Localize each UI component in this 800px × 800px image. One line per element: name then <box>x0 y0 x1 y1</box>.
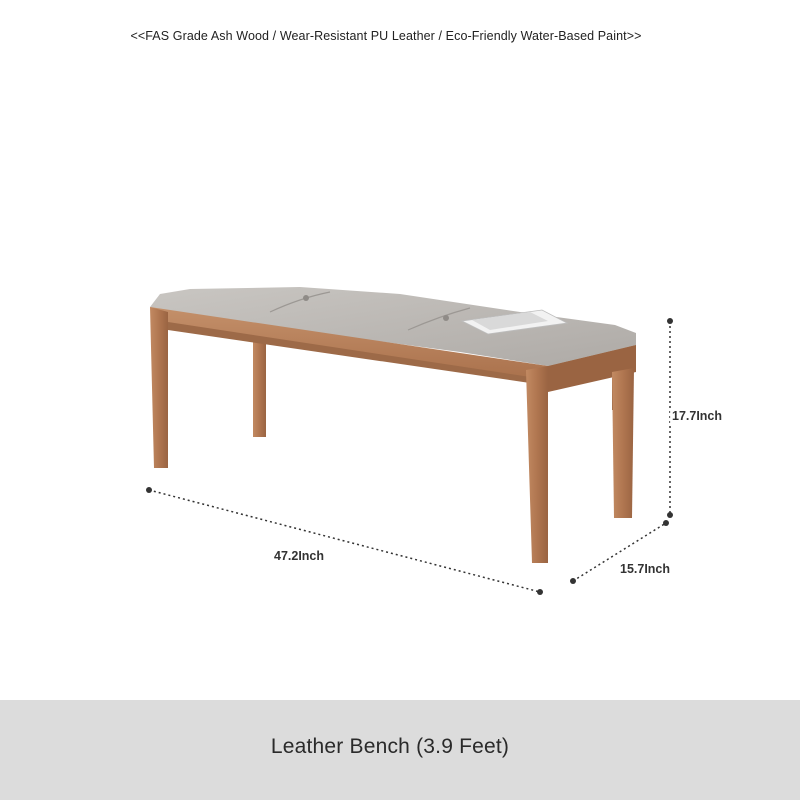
height-label: 17.7Inch <box>672 409 723 423</box>
depth-endpoint-left <box>570 578 576 584</box>
length-endpoint-left <box>146 487 152 493</box>
front-left-leg <box>150 307 168 468</box>
title-banner <box>0 700 800 800</box>
depth-label: 15.7Inch <box>620 562 671 576</box>
cushion-button-1 <box>303 295 309 301</box>
back-left-leg <box>253 336 266 437</box>
product-title: Leather Bench (3.9 Feet) <box>270 735 510 758</box>
materials-caption: <<FAS Grade Ash Wood / Wear-Resistant PU Leather / Eco-Friendly Water-Based Paint>> <box>130 29 642 43</box>
depth-endpoint-right <box>663 520 669 526</box>
height-endpoint-top <box>667 318 673 324</box>
height-endpoint-bottom <box>667 512 673 518</box>
front-right-leg <box>526 366 548 563</box>
cushion-button-2 <box>443 315 449 321</box>
length-endpoint-right <box>537 589 543 595</box>
length-dimension-line <box>149 490 540 592</box>
back-right-leg-front <box>612 368 634 518</box>
length-label: 47.2Inch <box>274 549 325 563</box>
